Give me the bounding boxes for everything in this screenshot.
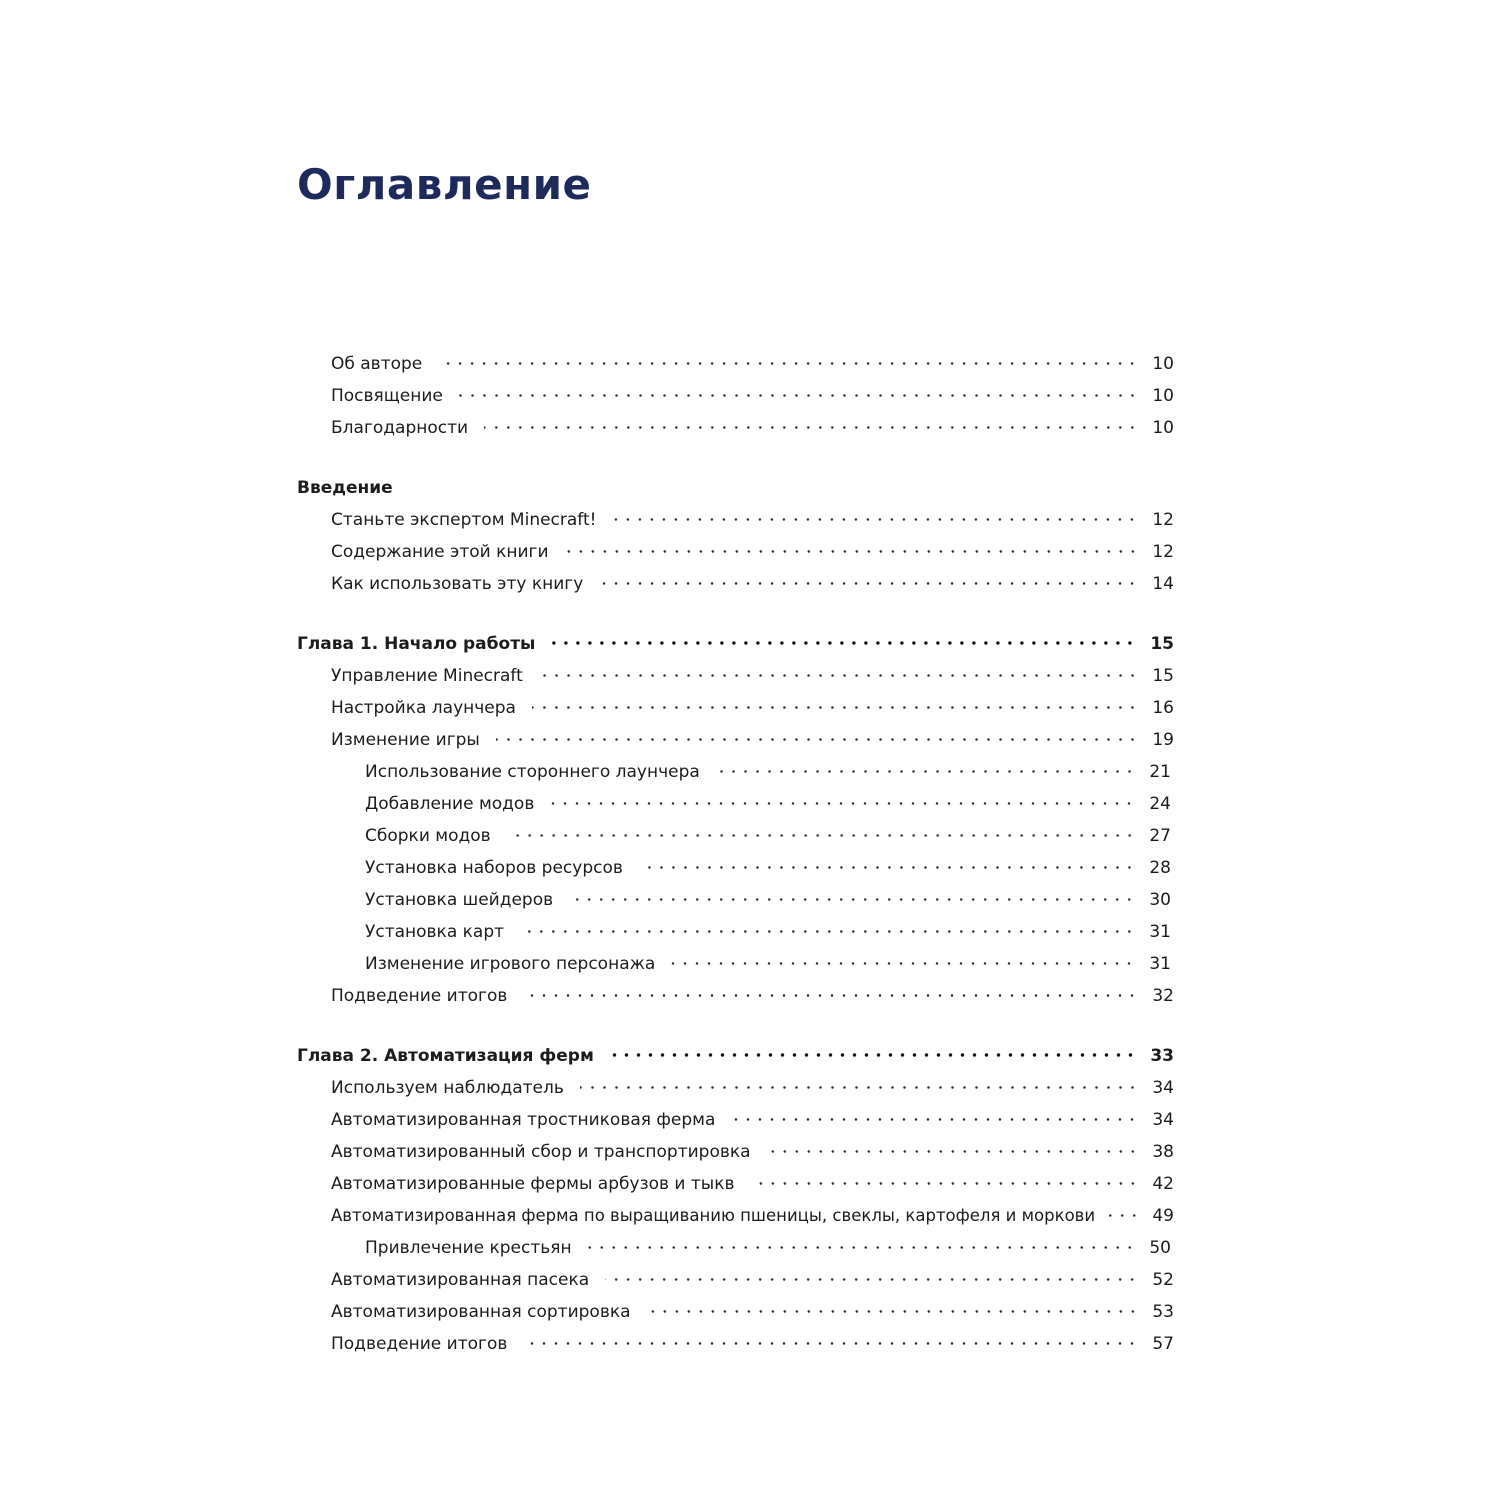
- dot-leader: [532, 706, 1138, 709]
- toc-entry: [331, 570, 1174, 598]
- toc-entry-title: Автоматизированная пасека: [331, 1270, 590, 1290]
- toc-subentry: [365, 918, 1171, 946]
- toc-entry-page: 57: [1152, 1334, 1174, 1354]
- toc-entry-page: 12: [1152, 542, 1174, 562]
- dot-leader: [605, 1278, 1138, 1281]
- dot-leader: [1109, 1214, 1140, 1217]
- dot-leader: [539, 674, 1139, 677]
- dot-leader: [671, 962, 1135, 965]
- toc-entry-page: 14: [1152, 574, 1174, 594]
- toc-chapter: [297, 630, 1174, 658]
- toc-entry-page: 30: [1149, 890, 1171, 910]
- dot-leader: [599, 582, 1138, 585]
- toc-entry-title: Используем наблюдатель: [331, 1078, 564, 1098]
- toc-entry-page: 19: [1152, 730, 1174, 750]
- toc-entry-page: 10: [1152, 354, 1174, 374]
- toc-entry: [331, 982, 1174, 1010]
- toc-entry-page: 15: [1150, 634, 1174, 654]
- dot-leader: [496, 738, 1139, 741]
- toc-entry-page: 10: [1152, 418, 1174, 438]
- toc-entry-title: Использование стороннего лаунчера: [365, 762, 700, 782]
- toc-entry-page: 16: [1152, 698, 1174, 718]
- toc-entry-page: 42: [1152, 1174, 1174, 1194]
- toc-subentry: [365, 822, 1171, 850]
- toc-entry-page: 33: [1150, 1046, 1174, 1066]
- dot-leader: [751, 1182, 1139, 1185]
- toc-entry-page: 28: [1149, 858, 1171, 878]
- toc-entry-title: Автоматизированная ферма по выращиванию пшеницы, свеклы, картофеля и моркови: [331, 1206, 1096, 1225]
- dot-leader: [610, 1053, 1136, 1057]
- dot-leader: [565, 550, 1139, 553]
- toc-entry-title: Глава 2. Автоматизация ферм: [297, 1046, 594, 1066]
- toc-entry-page: 52: [1152, 1270, 1174, 1290]
- toc-entry: [331, 662, 1174, 690]
- toc-section-heading: [297, 474, 1174, 502]
- toc-entry: [331, 382, 1174, 410]
- toc-entry: [331, 1266, 1174, 1294]
- toc-subentry: [365, 1234, 1171, 1262]
- toc-entry-page: 21: [1149, 762, 1171, 782]
- dot-leader: [612, 518, 1138, 521]
- page-title: Оглавление: [297, 160, 592, 209]
- dot-leader: [580, 1086, 1138, 1089]
- toc-entry: [331, 1170, 1174, 1198]
- toc-entry-page: 32: [1152, 986, 1174, 1006]
- toc-entry-title: Подведение итогов: [331, 1334, 508, 1354]
- toc-entry-title: Изменение игрового персонажа: [365, 954, 656, 974]
- toc-entry-title: Посвящение: [331, 386, 443, 406]
- toc-entry-title: Автоматизированные фермы арбузов и тыкв: [331, 1174, 735, 1194]
- toc-entry-page: 24: [1149, 794, 1171, 814]
- dot-leader: [523, 1342, 1138, 1345]
- dot-leader: [507, 834, 1136, 837]
- toc-entry-page: 12: [1152, 510, 1174, 530]
- toc-entry-title: Установка шейдеров: [365, 890, 554, 910]
- toc-subentry: [365, 790, 1171, 818]
- toc-entry-title: Глава 1. Начало работы: [297, 634, 536, 654]
- toc-subentry: [365, 758, 1171, 786]
- toc-entry: [331, 506, 1174, 534]
- toc-entry: [331, 726, 1174, 754]
- toc-entry-page: 31: [1149, 954, 1171, 974]
- toc-entry-title: Подведение итогов: [331, 986, 508, 1006]
- dot-leader: [767, 1150, 1139, 1153]
- toc-entry: [331, 1074, 1174, 1102]
- dot-leader: [731, 1118, 1138, 1121]
- toc-entry-title: Автоматизированный сбор и транспортировка: [331, 1142, 751, 1162]
- toc-entry-page: 31: [1149, 922, 1171, 942]
- toc-chapter: [297, 1042, 1174, 1070]
- toc-entry-page: 53: [1152, 1302, 1174, 1322]
- toc-entry-page: 34: [1152, 1078, 1174, 1098]
- toc-entry-title: Автоматизированная тростниковая ферма: [331, 1110, 716, 1130]
- toc-entry-page: 10: [1152, 386, 1174, 406]
- toc-entry-title: Об авторе: [331, 354, 423, 374]
- toc-entry: [331, 1202, 1174, 1230]
- toc-entry-page: 50: [1149, 1238, 1171, 1258]
- toc-entry: [331, 1298, 1174, 1326]
- dot-leader: [569, 898, 1135, 901]
- toc-entry-title: Установка наборов ресурсов: [365, 858, 623, 878]
- toc-entry: [331, 694, 1174, 722]
- toc-entry: [331, 414, 1174, 442]
- toc-subentry: [365, 886, 1171, 914]
- toc-entry-title: Установка карт: [365, 922, 505, 942]
- toc-entry-title: Станьте экспертом Minecraft!: [331, 510, 597, 530]
- dot-leader: [716, 770, 1136, 773]
- toc-entry: [331, 1106, 1174, 1134]
- toc-entry-title: Привлечение крестьян: [365, 1238, 572, 1258]
- dot-leader: [523, 994, 1138, 997]
- dot-leader: [639, 866, 1135, 869]
- dot-leader: [438, 362, 1138, 365]
- toc-entry-title: Добавление модов: [365, 794, 535, 814]
- dot-leader: [459, 394, 1138, 397]
- dot-leader: [520, 930, 1135, 933]
- toc-entry-title: Введение: [297, 478, 393, 498]
- toc-entry-title: Благодарности: [331, 418, 469, 438]
- toc-entry: [331, 1138, 1174, 1166]
- toc-subentry: [365, 950, 1171, 978]
- dot-leader: [550, 802, 1135, 805]
- toc-entry-page: 27: [1149, 826, 1171, 846]
- toc-entry: [331, 538, 1174, 566]
- toc-subentry: [365, 854, 1171, 882]
- toc-entry-page: 34: [1152, 1110, 1174, 1130]
- toc-entry: [331, 350, 1174, 378]
- toc-entry-title: Содержание этой книги: [331, 542, 549, 562]
- toc-entry-title: Управление Minecraft: [331, 666, 523, 686]
- toc-entry-page: 38: [1152, 1142, 1174, 1162]
- toc-entry-title: Сборки модов: [365, 826, 491, 846]
- toc-entry-title: Изменение игры: [331, 730, 480, 750]
- toc-entry-title: Как использовать эту книгу: [331, 574, 584, 594]
- dot-leader: [551, 641, 1136, 645]
- dot-leader: [484, 426, 1138, 429]
- toc-entry-title: Автоматизированная сортировка: [331, 1302, 631, 1322]
- dot-leader: [588, 1246, 1136, 1249]
- toc-entry-page: 49: [1152, 1206, 1174, 1226]
- toc-entry-title: Настройка лаунчера: [331, 698, 516, 718]
- dot-leader: [647, 1310, 1139, 1313]
- toc-entry-page: 15: [1152, 666, 1174, 686]
- toc-entry: [331, 1330, 1174, 1358]
